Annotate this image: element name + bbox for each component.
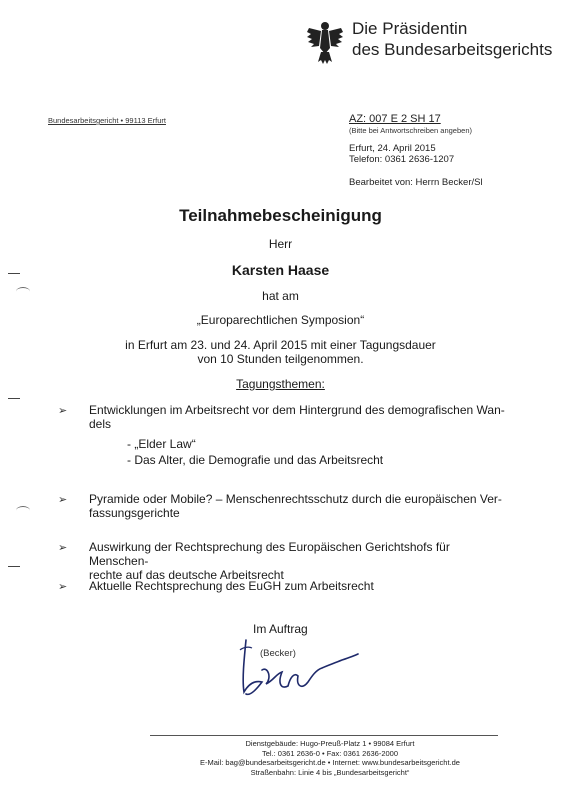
topic-1-line-1: Entwicklungen im Arbeitsrecht vor dem Hintergrund des demografischen Wan- (89, 403, 505, 417)
event-details-line-1: in Erfurt am 23. und 24. April 2015 mit einer Tagungsdauer (125, 338, 436, 352)
event-name: „Europarechtlichen Symposion“ (196, 313, 365, 327)
subtopic-item: - „Elder Law“ (127, 437, 196, 451)
federal-eagle-icon (305, 18, 345, 66)
handwritten-signature (232, 630, 362, 705)
date-phone-block (349, 143, 454, 165)
topic-item (89, 579, 509, 593)
arrow-bullet-icon: ➢ (58, 581, 68, 593)
topic-item (89, 403, 509, 431)
issuer-name (352, 18, 552, 60)
subtopic-item: - Das Alter, die Demografie und das Arbeitsrecht (127, 453, 384, 467)
topic-item (89, 540, 509, 582)
topic-2-line-1: Pyramide oder Mobile? – Menschenrechtsschutz durch die europäischen Ver- (89, 492, 502, 506)
reference-number: AZ: 007 E 2 SH 17 (349, 113, 441, 125)
footer-email-web: E-Mail: bag@bundesarbeitsgericht.de • Internet: www.bundesarbeitsgericht.de (200, 758, 460, 767)
subtopic-list (127, 436, 383, 468)
event-details (0, 338, 561, 366)
sender-address-line: Bundesarbeitsgericht • 99113 Erfurt (48, 116, 166, 125)
issuer-line-1: Die Präsidentin (352, 19, 468, 38)
footer-address: Dienstgebäude: Hugo-Preuß-Platz 1 • 99084 Erfurt (245, 739, 415, 748)
topic-item (89, 492, 509, 520)
arrow-bullet-icon: ➢ (58, 494, 68, 506)
fold-mark-middle (8, 398, 20, 399)
topic-2-line-2: fassungsgerichte (89, 506, 180, 520)
fold-mark-bottom (8, 566, 20, 567)
arrow-bullet-icon: ➢ (58, 542, 68, 554)
letter-date: Erfurt, 24. April 2015 (349, 143, 436, 154)
edited-by: Bearbeitet von: Herrn Becker/Sl (349, 177, 483, 188)
topic-3-line-2: rechte auf das deutsche Arbeitsrecht (89, 568, 284, 582)
signer-name: (Becker) (260, 648, 296, 659)
participant-name: Karsten Haase (231, 262, 330, 278)
salutation: Herr (268, 237, 293, 251)
topic-1-line-2: dels (89, 417, 112, 431)
certificate-title: Teilnahmebescheinigung (179, 206, 382, 225)
phone-number: Telefon: 0361 2636-1207 (349, 154, 455, 165)
event-details-line-2: von 10 Stunden teilgenommen. (197, 352, 364, 366)
footer-phone-fax: Tel.: 0361 2636-0 • Fax: 0361 2636-2000 (261, 748, 399, 758)
attended-line: hat am (262, 289, 299, 303)
topics-heading: Tagungsthemen: (236, 377, 325, 391)
issuer-line-2: des Bundesarbeitsgerichts (352, 40, 553, 59)
reference-hint: (Bitte bei Antwortschreiben angeben) (349, 126, 472, 135)
topic-4-line-1: Aktuelle Rechtsprechung des EuGH zum Arbeitsrecht (89, 579, 374, 593)
arrow-bullet-icon: ➢ (58, 405, 68, 417)
topic-3-line-1: Auswirkung der Rechtsprechung des Europäischen Gerichtshofs für Menschen- (89, 540, 450, 568)
on-behalf-label: Im Auftrag (253, 622, 308, 636)
footer-divider (150, 735, 498, 736)
punch-mark-arc-2 (16, 506, 30, 515)
footer-tram: Straßenbahn: Linie 4 bis „Bundesarbeitsgericht“ (250, 767, 410, 777)
footer-contact (120, 739, 540, 777)
